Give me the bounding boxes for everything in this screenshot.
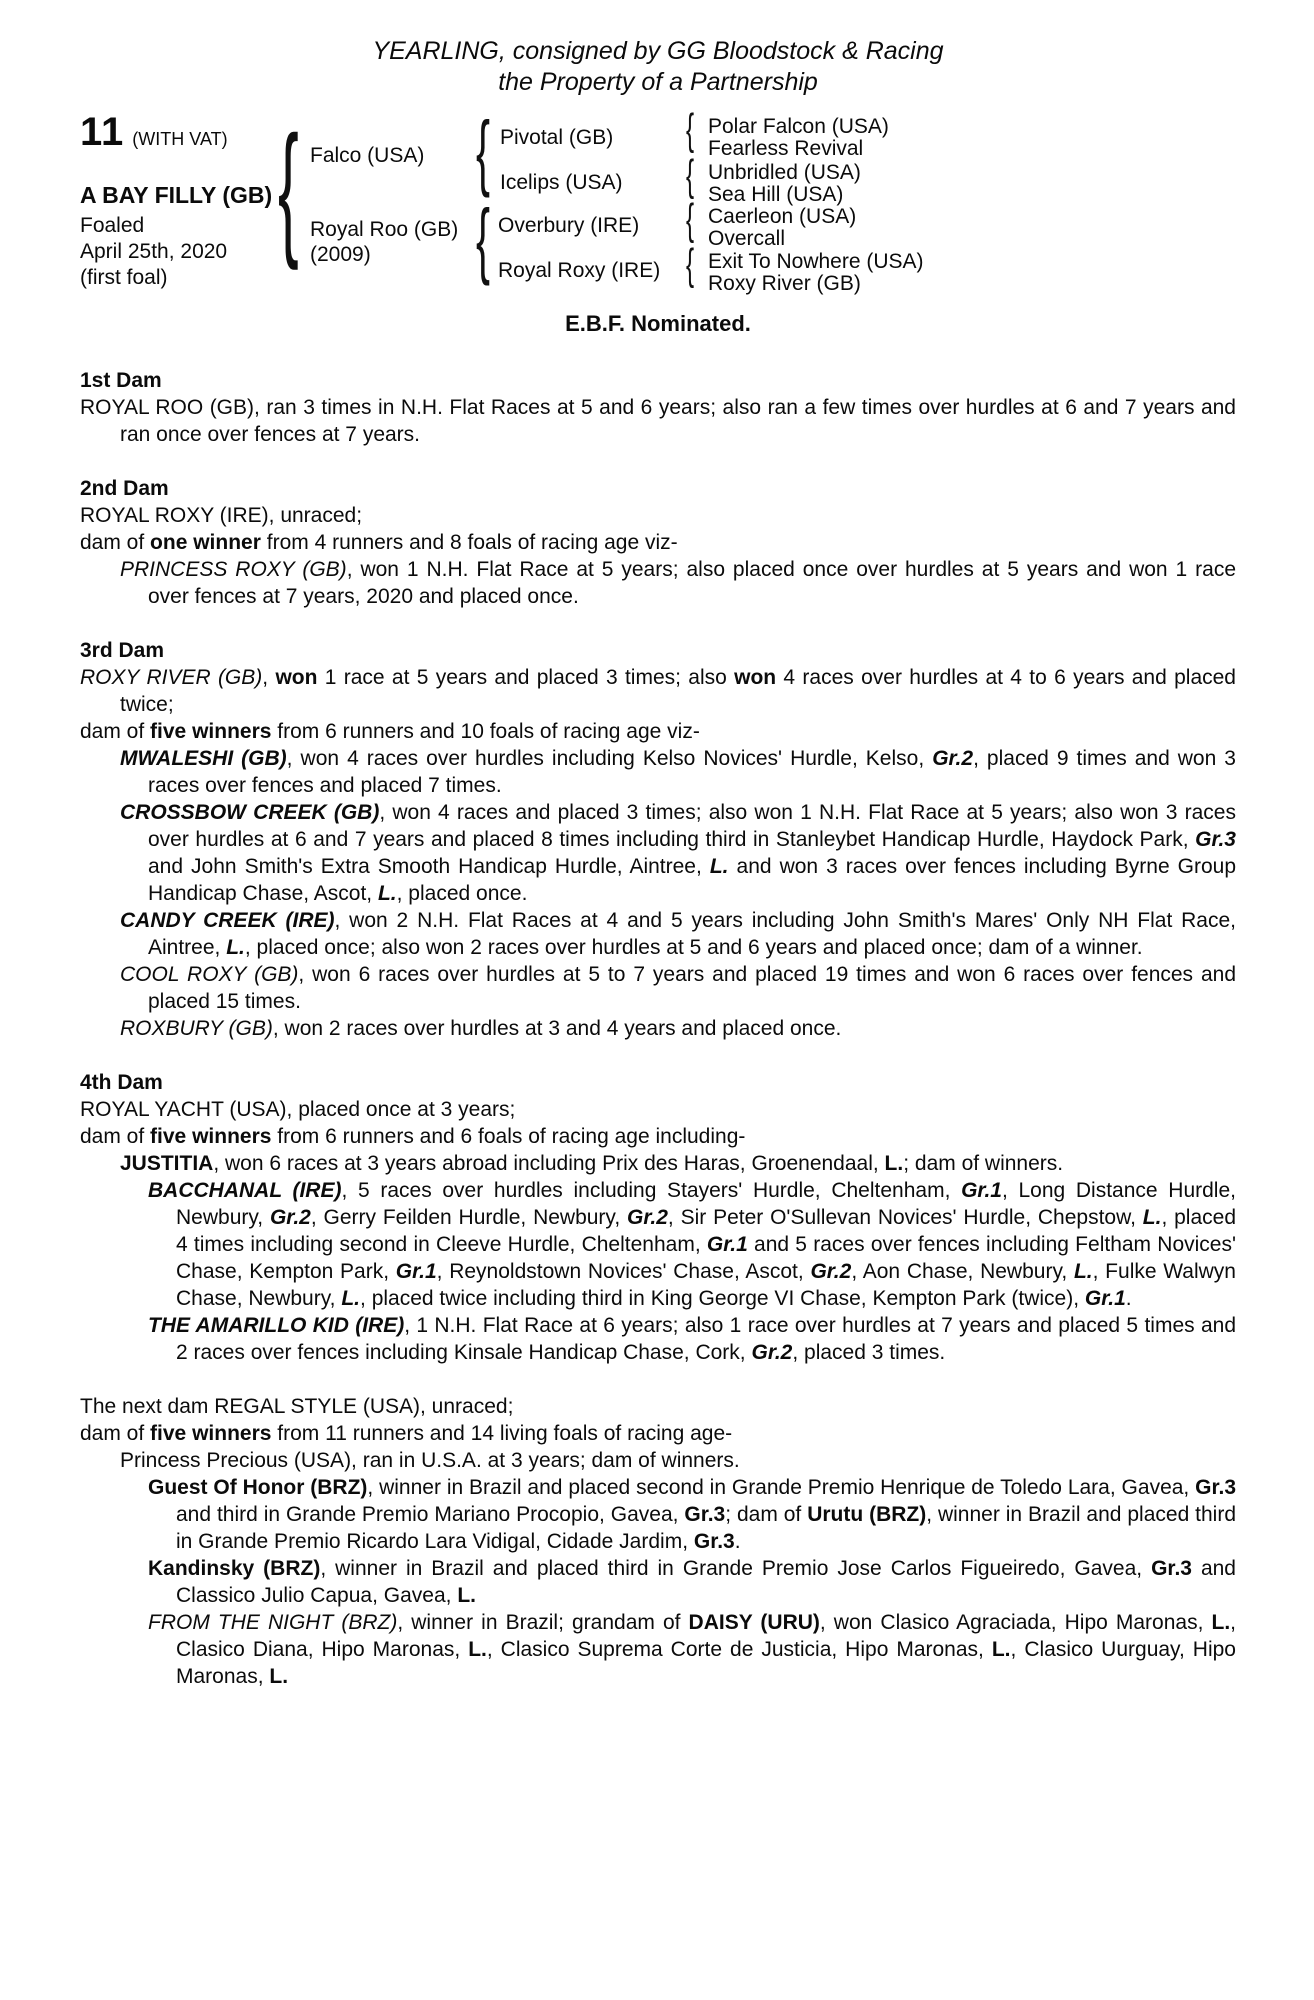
ggparent-4: Sea Hill (USA)	[708, 183, 844, 206]
body-paragraph: dam of five winners from 6 runners and 10 foals of racing age viz-	[80, 720, 700, 743]
ggparent-2: Fearless Revival	[708, 137, 864, 160]
section-heading: 4th Dam	[80, 1071, 163, 1094]
brace-ggparents-4	[686, 243, 694, 287]
vat-note: (WITH VAT)	[132, 129, 228, 149]
catalogue-sections	[80, 367, 1236, 1690]
first-foal-note: (first foal)	[80, 266, 168, 289]
body-paragraph: BACCHANAL (IRE), 5 races over hurdles including Stayers' Hurdle, Cheltenham, Gr.1, Long Distance Hurdle, Newbury, Gr.2, Gerry Feilden Hurdle, Newbury, Gr.2, Sir Peter O'Sullevan Novices' Hurdle, Chepstow, L., placed 4 times including second in Cleeve Hurdle, Cheltenham, Gr.1 and 5 races over fences including Feltham Novices' Chase, Kempton Park, Gr.1, Reynoldstown Novices' Chase, Ascot, Gr.2, Aon Chase, Newbury, L., Fulke Walwyn Chase, Newbury, L., placed twice including third in King George VI Chase, Kempton Park (twice), Gr.1.	[148, 1179, 1236, 1310]
ggparent-6: Overcall	[708, 227, 786, 250]
body-paragraph: The next dam REGAL STYLE (USA), unraced;	[80, 1395, 514, 1418]
horse-name: A BAY FILLY (GB)	[80, 182, 273, 208]
dam-section	[80, 1069, 1236, 1366]
ggparent-1: Polar Falcon (USA)	[708, 115, 889, 138]
section-heading: 2nd Dam	[80, 477, 169, 500]
lot-number: 11	[80, 110, 125, 154]
body-paragraph: ROXBURY (GB), won 2 races over hurdles at 3 and 4 years and placed once.	[120, 1017, 842, 1040]
dam-section	[80, 475, 1236, 610]
body-paragraph: dam of five winners from 6 runners and 6 foals of racing age including-	[80, 1125, 746, 1148]
grandsire-2: Overbury (IRE)	[498, 214, 640, 237]
property-line: the Property of a Partnership	[498, 68, 818, 96]
ebf-nominated-note: E.B.F. Nominated.	[565, 311, 751, 336]
ggparent-8: Roxy River (GB)	[708, 272, 861, 295]
foaled-date: April 25th, 2020	[80, 240, 228, 263]
ggparent-5: Caerleon (USA)	[708, 205, 857, 228]
foaled-label: Foaled	[80, 214, 145, 237]
dam-year: (2009)	[310, 243, 371, 266]
brace-ggparents-3	[686, 198, 694, 242]
brace-ggparents-2	[686, 154, 694, 198]
dam-section	[80, 1393, 1236, 1690]
lot-line	[80, 112, 228, 153]
body-paragraph: dam of one winner from 4 runners and 8 foals of racing age viz-	[80, 531, 678, 554]
dam-name: Royal Roo (GB)	[310, 218, 459, 241]
granddam-2: Royal Roxy (IRE)	[498, 259, 661, 282]
body-paragraph: ROYAL ROO (GB), ran 3 times in N.H. Flat Races at 5 and 6 years; also ran a few times over hurdles at 6 and 7 years and ran once over fences at 7 years.	[80, 396, 1236, 446]
body-paragraph: ROXY RIVER (GB), won 1 race at 5 years and placed 3 times; also won 4 races over hurdles at 4 to 6 years and placed twice;	[80, 666, 1236, 716]
consignor-title	[80, 36, 1236, 98]
body-paragraph: Guest Of Honor (BRZ), winner in Brazil and placed second in Grande Premio Henrique de Toledo Lara, Gavea, Gr.3 and third in Grande Premio Mariano Procopio, Gavea, Gr.3; dam of Urutu (BRZ), winner in Brazil and placed third in Grande Premio Ricardo Lara Vidigal, Cidade Jardim, Gr.3.	[148, 1476, 1237, 1553]
body-paragraph: COOL ROXY (GB), won 6 races over hurdles at 5 to 7 years and placed 19 times and won 6 races over fences and placed 15 times.	[120, 963, 1237, 1013]
body-paragraph: CANDY CREEK (IRE), won 2 N.H. Flat Races at 4 and 5 years including John Smith's Mares' Only NH Flat Race, Aintree, L., placed once; also won 2 races over hurdles at 5 and 6 years and placed once; dam of a winner.	[120, 909, 1236, 959]
brace-dam-parents	[476, 197, 490, 281]
dam-section	[80, 637, 1236, 1042]
body-paragraph: dam of five winners from 11 runners and 14 living foals of racing age-	[80, 1422, 733, 1445]
body-paragraph: PRINCESS ROXY (GB), won 1 N.H. Flat Race at 5 years; also placed once over hurdles at 5 years and won 1 race over fences at 7 years, 2020 and placed once.	[120, 558, 1236, 608]
body-paragraph: THE AMARILLO KID (IRE), 1 N.H. Flat Race at 6 years; also 1 race over hurdles at 7 years and placed 5 times and 2 races over fences including Kinsale Handicap Chase, Cork, Gr.2, placed 3 times.	[148, 1314, 1236, 1364]
body-paragraph: JUSTITIA, won 6 races at 3 years abroad including Prix des Haras, Groenendaal, L.; dam of winners.	[120, 1152, 1064, 1175]
section-heading: 1st Dam	[80, 369, 162, 392]
body-paragraph: FROM THE NIGHT (BRZ), winner in Brazil; grandam of DAISY (URU), won Clasico Agraciada, Hipo Maronas, L., Clasico Diana, Hipo Maronas, L., Clasico Suprema Corte de Justicia, Hipo Maronas, L., Clasico Uurguay, Hipo Maronas, L.	[148, 1611, 1237, 1688]
granddam-1: Icelips (USA)	[500, 171, 623, 194]
body-paragraph: MWALESHI (GB), won 4 races over hurdles including Kelso Novices' Hurdle, Kelso, Gr.2, placed 9 times and won 3 races over fences and placed 7 times.	[120, 747, 1236, 797]
sire-name: Falco (USA)	[310, 144, 425, 167]
ggparent-7: Exit To Nowhere (USA)	[708, 250, 924, 273]
brace-ggparents-1	[686, 108, 694, 152]
pedigree-table	[80, 112, 1236, 300]
body-paragraph: ROYAL ROXY (IRE), unraced;	[80, 504, 363, 527]
ggparent-3: Unbridled (USA)	[708, 161, 861, 184]
body-paragraph: ROYAL YACHT (USA), placed once at 3 years;	[80, 1098, 516, 1121]
brace-sire-parents	[476, 109, 490, 193]
body-paragraph: CROSSBOW CREEK (GB), won 4 races and placed 3 times; also won 1 N.H. Flat Race at 5 years; also won 3 races over hurdles at 6 and 7 years and placed 8 times including third in Stanleybet Handicap Hurdle, Haydock Park, Gr.3 and John Smith's Extra Smooth Handicap Hurdle, Aintree, L. and won 3 races over fences including Byrne Group Handicap Chase, Ascot, L., placed once.	[120, 801, 1236, 905]
grandsire-1: Pivotal (GB)	[500, 126, 614, 149]
consignor-line: YEARLING, consigned by GG Bloodstock & Racing	[372, 37, 944, 65]
dam-section	[80, 367, 1236, 448]
section-heading: 3rd Dam	[80, 639, 165, 662]
brace-generation1	[278, 115, 299, 263]
body-paragraph: Kandinsky (BRZ), winner in Brazil and placed third in Grande Premio Jose Carlos Figueiredo, Gavea, Gr.3 and Classico Julio Capua, Gavea, L.	[148, 1557, 1236, 1607]
body-paragraph: Princess Precious (USA), ran in U.S.A. at 3 years; dam of winners.	[120, 1449, 740, 1472]
